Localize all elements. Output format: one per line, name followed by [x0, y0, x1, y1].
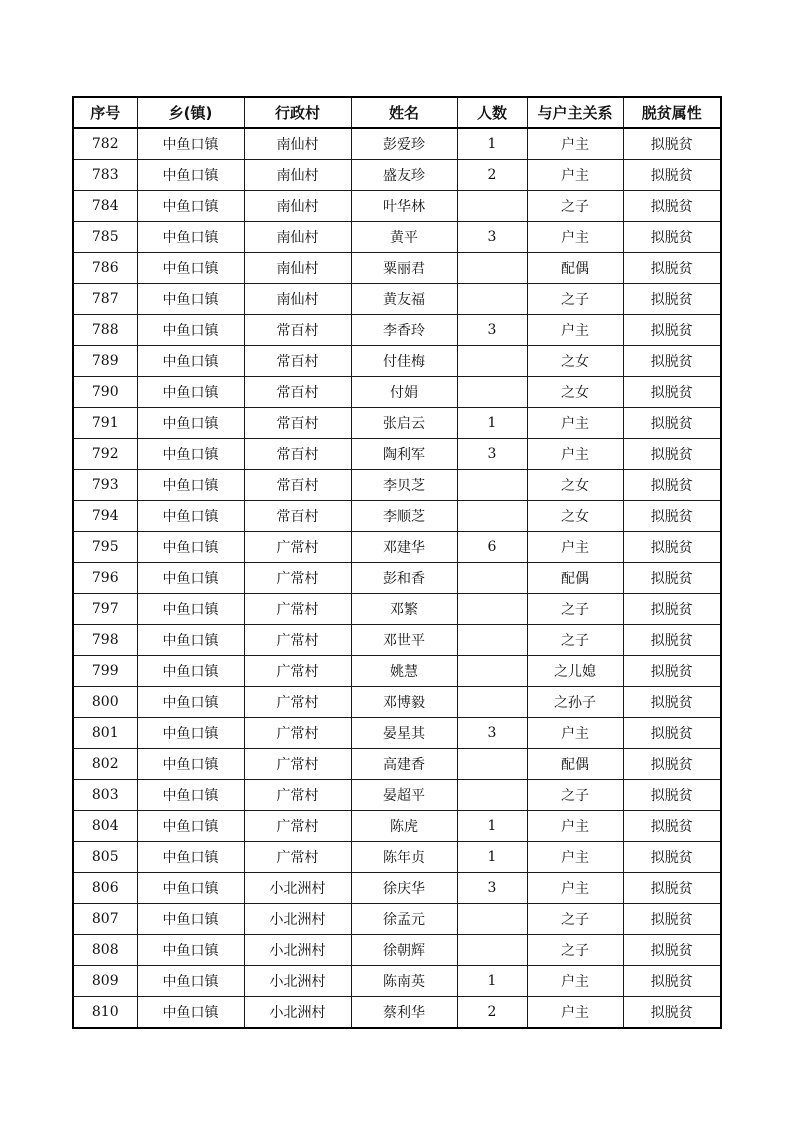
cell-household-size	[457, 253, 527, 284]
cell-name: 彭和香	[351, 563, 457, 594]
cell-household-size	[457, 656, 527, 687]
cell-village: 广常村	[244, 687, 351, 718]
table-row	[73, 191, 721, 222]
cell-name: 盛友珍	[351, 160, 457, 191]
cell-name: 叶华林	[351, 191, 457, 222]
cell-status: 拟脱贫	[623, 563, 721, 594]
cell-index: 804	[73, 811, 137, 842]
cell-household-size	[457, 377, 527, 408]
cell-village: 广常村	[244, 842, 351, 873]
cell-status: 拟脱贫	[623, 377, 721, 408]
cell-village: 广常村	[244, 532, 351, 563]
table-row	[73, 315, 721, 346]
cell-township: 中鱼口镇	[137, 315, 244, 346]
cell-relation: 之女	[527, 501, 623, 532]
header-index: 序号	[73, 97, 137, 128]
cell-status: 拟脱贫	[623, 997, 721, 1029]
cell-status: 拟脱贫	[623, 842, 721, 873]
cell-index: 802	[73, 749, 137, 780]
table-row	[73, 873, 721, 904]
cell-index: 801	[73, 718, 137, 749]
cell-household-size: 1	[457, 811, 527, 842]
table-row	[73, 780, 721, 811]
cell-name: 黄平	[351, 222, 457, 253]
cell-household-size	[457, 749, 527, 780]
table-row	[73, 811, 721, 842]
cell-household-size	[457, 687, 527, 718]
cell-village: 广常村	[244, 656, 351, 687]
header-village: 行政村	[244, 97, 351, 128]
cell-status: 拟脱贫	[623, 594, 721, 625]
cell-index: 798	[73, 625, 137, 656]
cell-household-size	[457, 501, 527, 532]
cell-status: 拟脱贫	[623, 315, 721, 346]
table-row	[73, 532, 721, 563]
cell-index: 783	[73, 160, 137, 191]
cell-township: 中鱼口镇	[137, 842, 244, 873]
cell-name: 陶利军	[351, 439, 457, 470]
cell-name: 徐朝辉	[351, 935, 457, 966]
cell-name: 邓建华	[351, 532, 457, 563]
cell-household-size	[457, 346, 527, 377]
cell-index: 791	[73, 408, 137, 439]
cell-household-size: 3	[457, 873, 527, 904]
cell-relation: 户主	[527, 532, 623, 563]
table-row	[73, 377, 721, 408]
cell-index: 787	[73, 284, 137, 315]
cell-township: 中鱼口镇	[137, 377, 244, 408]
cell-village: 常百村	[244, 346, 351, 377]
cell-status: 拟脱贫	[623, 656, 721, 687]
cell-index: 803	[73, 780, 137, 811]
cell-relation: 户主	[527, 160, 623, 191]
cell-index: 789	[73, 346, 137, 377]
cell-name: 彭爱珍	[351, 128, 457, 160]
table-row	[73, 160, 721, 191]
cell-relation: 户主	[527, 222, 623, 253]
table-row	[73, 966, 721, 997]
cell-name: 付佳梅	[351, 346, 457, 377]
cell-status: 拟脱贫	[623, 935, 721, 966]
cell-status: 拟脱贫	[623, 718, 721, 749]
table-row	[73, 656, 721, 687]
header-name: 姓名	[351, 97, 457, 128]
cell-relation: 之子	[527, 594, 623, 625]
cell-index: 809	[73, 966, 137, 997]
table-row	[73, 346, 721, 377]
cell-township: 中鱼口镇	[137, 966, 244, 997]
table-row	[73, 935, 721, 966]
cell-township: 中鱼口镇	[137, 128, 244, 160]
cell-status: 拟脱贫	[623, 222, 721, 253]
cell-relation: 户主	[527, 439, 623, 470]
cell-village: 广常村	[244, 780, 351, 811]
cell-index: 786	[73, 253, 137, 284]
cell-index: 796	[73, 563, 137, 594]
cell-name: 姚慧	[351, 656, 457, 687]
cell-village: 南仙村	[244, 284, 351, 315]
cell-relation: 户主	[527, 842, 623, 873]
cell-name: 高建香	[351, 749, 457, 780]
table-body	[73, 128, 721, 1028]
cell-village: 广常村	[244, 811, 351, 842]
cell-index: 792	[73, 439, 137, 470]
cell-household-size: 1	[457, 128, 527, 160]
cell-relation: 之女	[527, 377, 623, 408]
cell-township: 中鱼口镇	[137, 873, 244, 904]
cell-name: 蔡利华	[351, 997, 457, 1029]
cell-township: 中鱼口镇	[137, 687, 244, 718]
cell-household-size: 1	[457, 408, 527, 439]
cell-relation: 户主	[527, 718, 623, 749]
cell-village: 广常村	[244, 594, 351, 625]
cell-status: 拟脱贫	[623, 284, 721, 315]
cell-status: 拟脱贫	[623, 191, 721, 222]
cell-status: 拟脱贫	[623, 811, 721, 842]
table-row	[73, 997, 721, 1029]
cell-status: 拟脱贫	[623, 687, 721, 718]
cell-township: 中鱼口镇	[137, 656, 244, 687]
cell-index: 806	[73, 873, 137, 904]
cell-township: 中鱼口镇	[137, 191, 244, 222]
cell-name: 徐庆华	[351, 873, 457, 904]
cell-household-size	[457, 191, 527, 222]
cell-relation: 户主	[527, 315, 623, 346]
cell-household-size	[457, 780, 527, 811]
cell-name: 陈虎	[351, 811, 457, 842]
cell-village: 南仙村	[244, 253, 351, 284]
cell-township: 中鱼口镇	[137, 253, 244, 284]
cell-household-size: 3	[457, 222, 527, 253]
cell-name: 陈南英	[351, 966, 457, 997]
cell-name: 陈年贞	[351, 842, 457, 873]
cell-name: 邓博毅	[351, 687, 457, 718]
cell-index: 807	[73, 904, 137, 935]
table-row	[73, 749, 721, 780]
cell-index: 793	[73, 470, 137, 501]
cell-household-size: 2	[457, 997, 527, 1029]
table-row	[73, 687, 721, 718]
cell-name: 邓世平	[351, 625, 457, 656]
cell-index: 808	[73, 935, 137, 966]
cell-status: 拟脱贫	[623, 966, 721, 997]
cell-index: 797	[73, 594, 137, 625]
cell-name: 付娟	[351, 377, 457, 408]
table-row	[73, 842, 721, 873]
header-status: 脱贫属性	[623, 97, 721, 128]
cell-index: 805	[73, 842, 137, 873]
cell-status: 拟脱贫	[623, 253, 721, 284]
cell-name: 晏超平	[351, 780, 457, 811]
cell-relation: 配偶	[527, 253, 623, 284]
cell-village: 小北洲村	[244, 966, 351, 997]
table-row	[73, 222, 721, 253]
cell-status: 拟脱贫	[623, 470, 721, 501]
cell-village: 广常村	[244, 749, 351, 780]
cell-relation: 配偶	[527, 749, 623, 780]
cell-village: 小北洲村	[244, 997, 351, 1029]
cell-relation: 户主	[527, 128, 623, 160]
cell-village: 常百村	[244, 377, 351, 408]
table-row	[73, 470, 721, 501]
cell-name: 李顺芝	[351, 501, 457, 532]
header-township: 乡(镇)	[137, 97, 244, 128]
table-row	[73, 408, 721, 439]
cell-household-size: 2	[457, 160, 527, 191]
table-row	[73, 253, 721, 284]
cell-township: 中鱼口镇	[137, 563, 244, 594]
table-row	[73, 563, 721, 594]
cell-status: 拟脱贫	[623, 408, 721, 439]
table-row	[73, 501, 721, 532]
cell-index: 799	[73, 656, 137, 687]
cell-village: 广常村	[244, 625, 351, 656]
cell-township: 中鱼口镇	[137, 904, 244, 935]
cell-index: 784	[73, 191, 137, 222]
cell-index: 788	[73, 315, 137, 346]
cell-village: 南仙村	[244, 191, 351, 222]
cell-relation: 之女	[527, 470, 623, 501]
poverty-list-table	[72, 96, 722, 1029]
cell-township: 中鱼口镇	[137, 222, 244, 253]
cell-township: 中鱼口镇	[137, 997, 244, 1029]
cell-village: 广常村	[244, 718, 351, 749]
cell-index: 785	[73, 222, 137, 253]
table-row	[73, 594, 721, 625]
cell-relation: 之子	[527, 625, 623, 656]
cell-township: 中鱼口镇	[137, 439, 244, 470]
cell-name: 黄友福	[351, 284, 457, 315]
cell-household-size: 3	[457, 439, 527, 470]
cell-village: 小北洲村	[244, 904, 351, 935]
table-row	[73, 625, 721, 656]
cell-village: 南仙村	[244, 160, 351, 191]
cell-name: 李香玲	[351, 315, 457, 346]
cell-township: 中鱼口镇	[137, 935, 244, 966]
cell-index: 810	[73, 997, 137, 1029]
cell-name: 晏星其	[351, 718, 457, 749]
cell-status: 拟脱贫	[623, 532, 721, 563]
cell-household-size: 3	[457, 315, 527, 346]
cell-status: 拟脱贫	[623, 346, 721, 377]
cell-household-size: 6	[457, 532, 527, 563]
cell-status: 拟脱贫	[623, 501, 721, 532]
table-header-row	[73, 97, 721, 128]
cell-household-size	[457, 935, 527, 966]
cell-village: 南仙村	[244, 222, 351, 253]
cell-index: 794	[73, 501, 137, 532]
cell-relation: 配偶	[527, 563, 623, 594]
table-row	[73, 439, 721, 470]
cell-household-size	[457, 904, 527, 935]
cell-village: 小北洲村	[244, 873, 351, 904]
cell-household-size	[457, 470, 527, 501]
cell-township: 中鱼口镇	[137, 408, 244, 439]
table-row	[73, 128, 721, 160]
cell-relation: 户主	[527, 997, 623, 1029]
cell-status: 拟脱贫	[623, 160, 721, 191]
cell-relation: 之子	[527, 904, 623, 935]
cell-village: 常百村	[244, 408, 351, 439]
cell-name: 张启云	[351, 408, 457, 439]
cell-name: 邓繁	[351, 594, 457, 625]
cell-township: 中鱼口镇	[137, 811, 244, 842]
cell-township: 中鱼口镇	[137, 780, 244, 811]
cell-index: 790	[73, 377, 137, 408]
cell-relation: 户主	[527, 408, 623, 439]
cell-name: 徐孟元	[351, 904, 457, 935]
table-row	[73, 284, 721, 315]
cell-relation: 之孙子	[527, 687, 623, 718]
cell-relation: 户主	[527, 966, 623, 997]
cell-village: 南仙村	[244, 128, 351, 160]
header-relation: 与户主关系	[527, 97, 623, 128]
cell-status: 拟脱贫	[623, 780, 721, 811]
cell-status: 拟脱贫	[623, 625, 721, 656]
cell-name: 李贝芝	[351, 470, 457, 501]
cell-household-size	[457, 625, 527, 656]
cell-township: 中鱼口镇	[137, 470, 244, 501]
cell-township: 中鱼口镇	[137, 501, 244, 532]
cell-relation: 之子	[527, 780, 623, 811]
cell-household-size: 1	[457, 966, 527, 997]
cell-relation: 之子	[527, 935, 623, 966]
cell-household-size: 3	[457, 718, 527, 749]
table-row	[73, 904, 721, 935]
cell-village: 常百村	[244, 315, 351, 346]
cell-township: 中鱼口镇	[137, 532, 244, 563]
cell-status: 拟脱贫	[623, 904, 721, 935]
cell-household-size	[457, 594, 527, 625]
cell-status: 拟脱贫	[623, 873, 721, 904]
cell-index: 800	[73, 687, 137, 718]
cell-relation: 户主	[527, 873, 623, 904]
cell-village: 常百村	[244, 439, 351, 470]
cell-relation: 之子	[527, 284, 623, 315]
cell-household-size	[457, 563, 527, 594]
cell-township: 中鱼口镇	[137, 346, 244, 377]
cell-household-size: 1	[457, 842, 527, 873]
cell-index: 782	[73, 128, 137, 160]
cell-township: 中鱼口镇	[137, 160, 244, 191]
cell-name: 粟丽君	[351, 253, 457, 284]
table-row	[73, 718, 721, 749]
cell-status: 拟脱贫	[623, 749, 721, 780]
header-household-size: 人数	[457, 97, 527, 128]
cell-relation: 之子	[527, 191, 623, 222]
cell-village: 广常村	[244, 563, 351, 594]
cell-township: 中鱼口镇	[137, 625, 244, 656]
cell-village: 小北洲村	[244, 935, 351, 966]
cell-relation: 之儿媳	[527, 656, 623, 687]
cell-township: 中鱼口镇	[137, 749, 244, 780]
cell-status: 拟脱贫	[623, 439, 721, 470]
cell-relation: 之女	[527, 346, 623, 377]
cell-index: 795	[73, 532, 137, 563]
cell-township: 中鱼口镇	[137, 284, 244, 315]
cell-household-size	[457, 284, 527, 315]
cell-township: 中鱼口镇	[137, 718, 244, 749]
cell-village: 常百村	[244, 470, 351, 501]
cell-village: 常百村	[244, 501, 351, 532]
cell-relation: 户主	[527, 811, 623, 842]
cell-status: 拟脱贫	[623, 128, 721, 160]
cell-township: 中鱼口镇	[137, 594, 244, 625]
